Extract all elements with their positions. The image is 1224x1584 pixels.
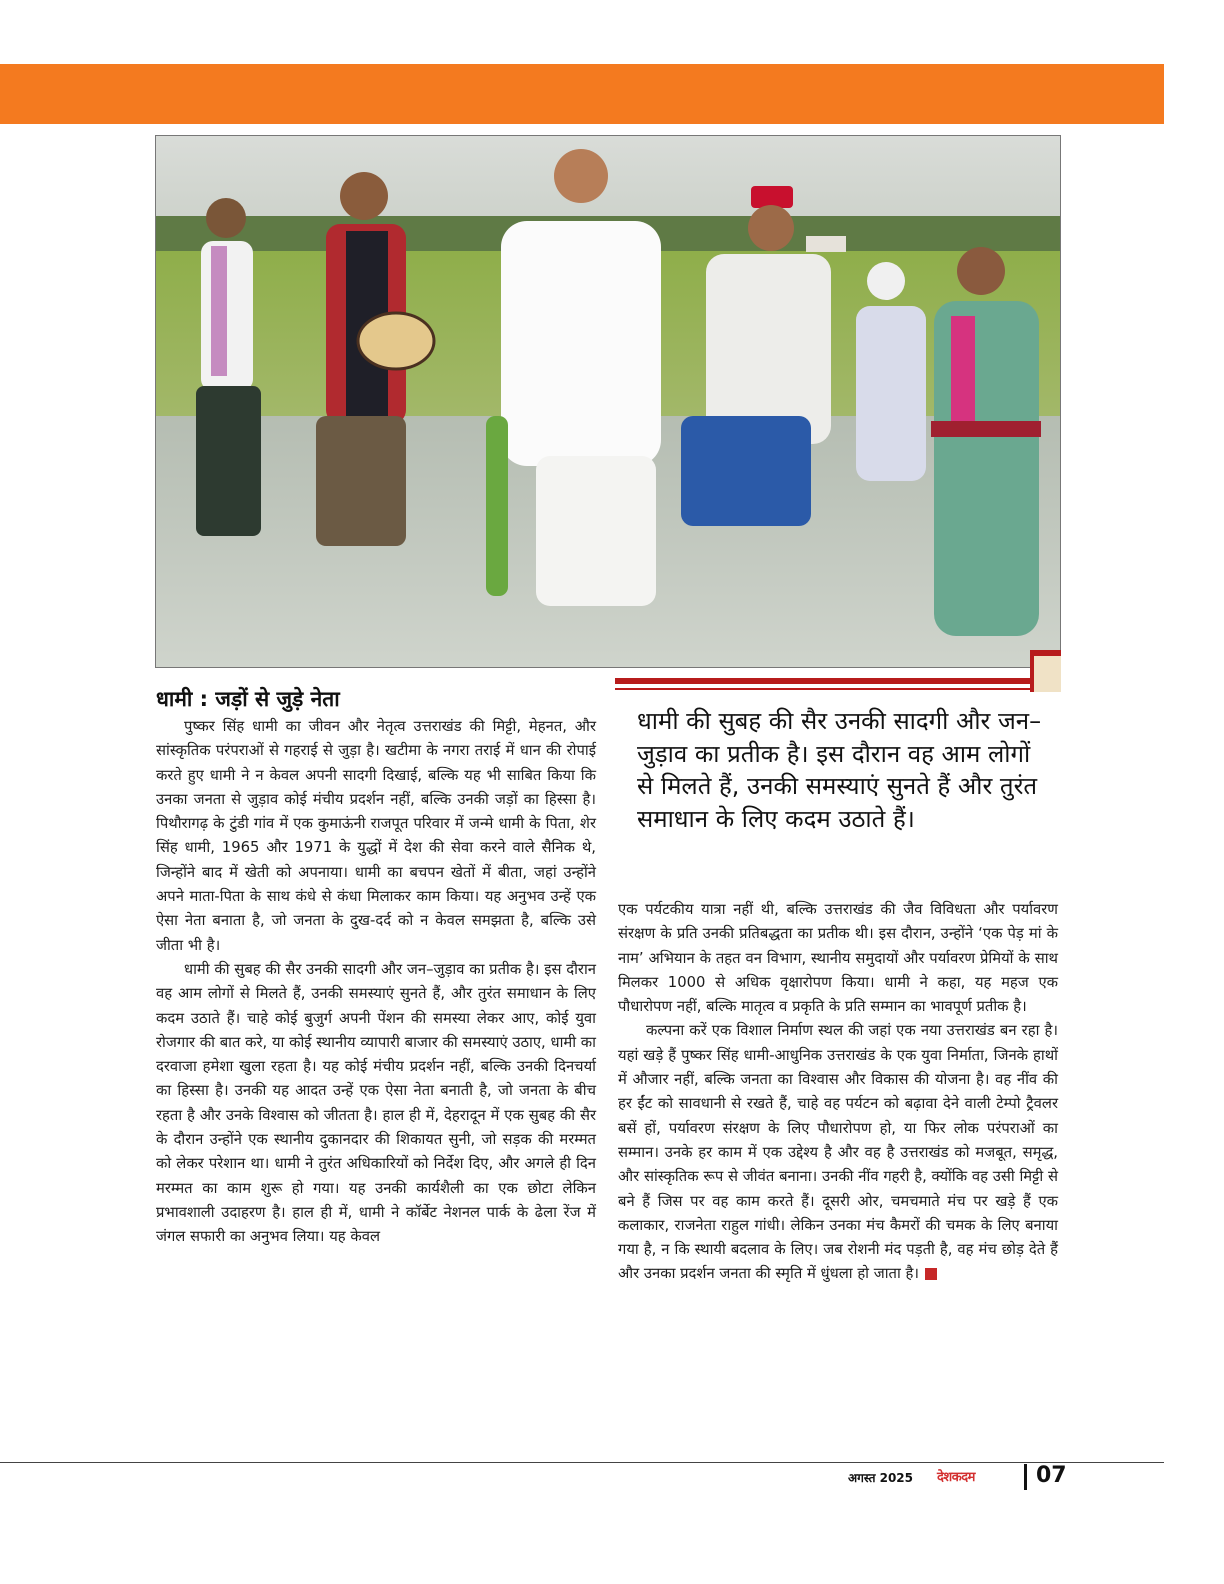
end-of-article-mark: [925, 1268, 937, 1280]
body-paragraph-text: कल्पना करें एक विशाल निर्माण स्थल की जहां एक नया उत्तराखंड बन रहा है। यहां खड़े हैं पुष्कर सिंह धामी-आधुनिक उत्तराखंड के एक युवा निर्माता, जिनके हाथों में औजार नहीं, बल्कि जनता का विश्वास और विकास की योजना है। वह नींव की हर ईंट को सावधानी से रखते हैं, चाहे वह पर्यटन को बढ़ावा देने वाली टेम्पो ट्रैवलर बसें हों, पर्यावरण संरक्षण के लिए पौधारोपण हो, या फिर लोक परंपराओं का सम्मान। उनके हर काम में एक उद्देश्य है और वह है उत्तराखंड को मजबूत, समृद्ध, और सांस्कृतिक रूप से जीवंत बनाना। उनकी नींव गहरी है, क्योंकि वह उसी मिट्टी से बने हैं जिस पर वह काम करते हैं। दूसरी ओर, चमचमाते मंच पर खड़े हैं एक कलाकार, राजनेता राहुल गांधी। लेकिन उनका मंच कैमरों की चमक के लिए बनाया गया है, न कि स्थायी बदलाव के लिए। जब रोशनी मंद पड़ती है, वह मंच छोड़ देते हैं और उनका प्रदर्शन जनता की स्मृति में धुंधला हो जाता है।: [618, 1022, 1058, 1283]
article-headline: धामी : जड़ों से जुड़े नेता: [156, 687, 340, 711]
body-paragraph: एक पर्यटकीय यात्रा नहीं थी, बल्कि उत्तराखंड की जैव विविधता और पर्यावरण संरक्षण के प्रति उनकी प्रतिबद्धता का प्रतीक थी। इस दौरान, उन्होंने ‘एक पेड़ मां के नाम’ अभियान के तहत वन विभाग, स्थानीय समुदायों और पर्यावरण प्रेमियों के साथ मिलकर 1000 से अधिक वृक्षारोपण किया। धामी ने कहा, यह महज एक पौधारोपण नहीं, बल्कि मातृत्व व प्रकृति के प्रति सम्मान का भावपूर्ण प्रतीक है।: [618, 901, 1058, 1016]
photo-corner-accent-inner: [1034, 656, 1061, 692]
footer-rule: [0, 1462, 1164, 1463]
body-paragraph: [618, 1019, 1058, 1286]
article-photo: [155, 135, 1061, 668]
top-color-band: [0, 64, 1164, 124]
page-number: 07: [1036, 1463, 1067, 1488]
left-column: [156, 715, 596, 1250]
pull-quote: धामी की सुबह की सैर उनकी सादगी और जन–जुड़ाव का प्रतीक है। इस दौरान वह आम लोगों से मिलते हैं, उनकी समस्याएं सुनते हैं और तुरंत समाधान के लिए कदम उठाते हैं।: [637, 707, 1042, 833]
pull-quote-rule: [615, 678, 1031, 684]
right-column: [618, 898, 1058, 1287]
magazine-logo: देशकदम: [937, 1470, 975, 1485]
person-1: [196, 198, 261, 536]
body-paragraph: पुष्कर सिंह धामी का जीवन और नेतृत्व उत्तराखंड की मिट्टी, मेहनत, और सांस्कृतिक परंपराओं से गहराई से जुड़ा है। खटीमा के नगरा तराई में धान की रोपाई करते हुए धामी ने न केवल अपनी सादगी दिखाई, बल्कि यह भी साबित किया कि उनका जनता से जुड़ाव कोई मंचीय प्रदर्शन नहीं, बल्कि उनकी जड़ों का हिस्सा है। पिथौरागढ़ के टुंडी गांव में एक कुमाऊंनी राजपूत परिवार में जन्मे धामी के पिता, शेर सिंह धामी, 1965 और 1971 के युद्धों में देश की सेवा करने वाले सैनिक थे, जिन्होंने बाद में खेती को अपनाया। धामी का बचपन खेतों में बीता, जहां उन्होंने अपने माता-पिता के साथ कंधे से कंधा मिलाकर काम किया। यह अनुभव उन्हें एक ऐसा नेता बनाता है, जो जनता के दुख-दर्द को न केवल समझता है, बल्कि उसे जीता भी है।: [156, 718, 596, 954]
footer-separator: [1024, 1464, 1027, 1490]
pull-quote-rule-thin: [615, 688, 1031, 690]
issue-date: अगस्त 2025: [848, 1471, 914, 1485]
person-6: [931, 247, 1041, 636]
body-paragraph: धामी की सुबह की सैर उनकी सादगी और जन–जुड़ाव का प्रतीक है। इस दौरान वह आम लोगों से मिलते हैं, उनकी समस्याएं सुनते हैं, और तुरंत समाधान के लिए कदम उठाते हैं। चाहे कोई बुजुर्ग अपनी पेंशन की समस्या लेकर आए, कोई युवा रोजगार की बात करे, या कोई स्थानीय व्यापारी बाजार की समस्याएं उठाए, धामी का दरवाजा हमेशा खुला रहता है। यह कोई मंचीय प्रदर्शन नहीं, बल्कि उनकी दिनचर्या का हिस्सा है। उनकी यह आदत उन्हें एक ऐसा नेता बनाती है, जो जनता के बीच रहता है और उनके विश्वास को जीतता है। हाल ही में, देहरादून में एक सुबह की सैर के दौरान उन्होंने एक स्थानीय दुकानदार की शिकायत सुनी, जो सड़क की मरम्मत को लेकर परेशान था। धामी ने तुरंत अधिकारियों को निर्देश दिए, और अगले ही दिन मरम्मत का काम शुरू हो गया। यह उनकी कार्यशैली का एक छोटा लेकिन प्रभावशाली उदाहरण है। हाल ही में, धामी ने कॉर्बेट नेशनल पार्क के ढेला रेंज में जंगल सफारी का अनुभव लिया। यह केवल: [156, 960, 596, 1246]
